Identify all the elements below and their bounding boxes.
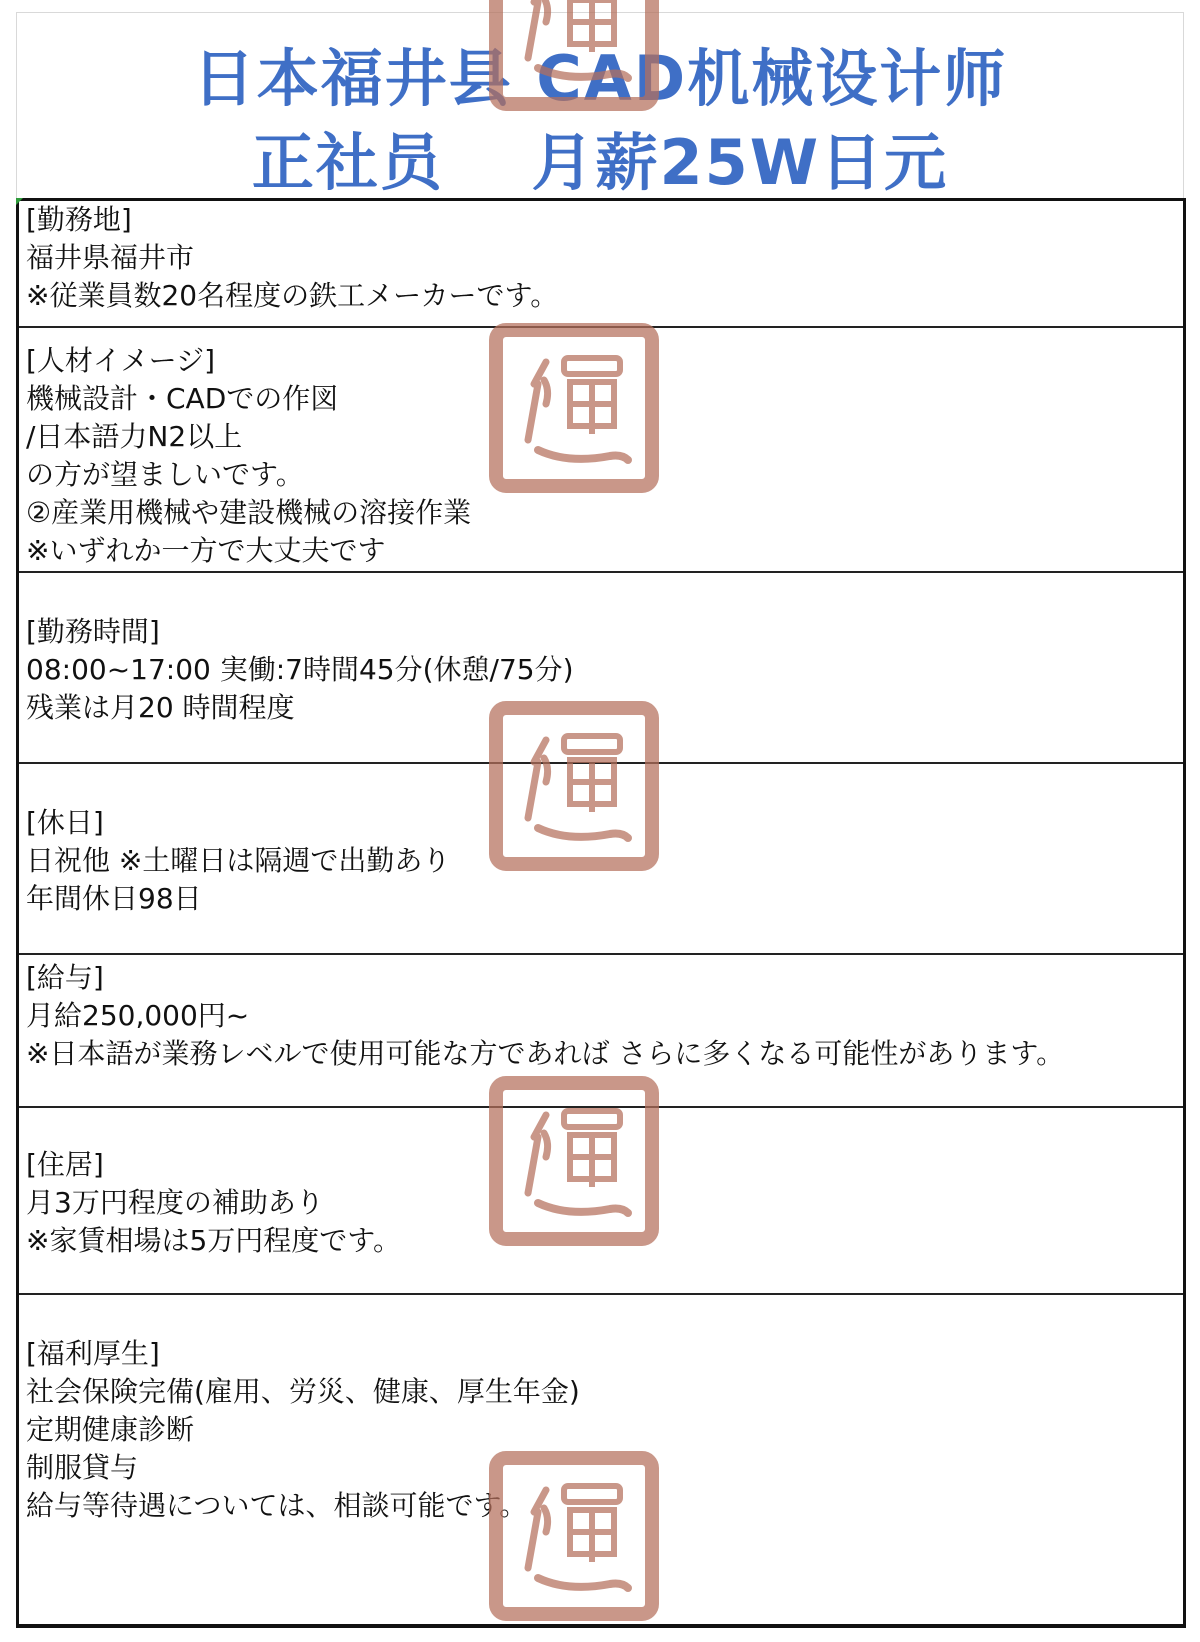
section-line: 08:00~17:00 実働:7時間45分(休憩/75分): [26, 653, 574, 686]
section-salary: [19, 955, 1183, 1108]
section-heading: [勤務地]: [26, 203, 132, 236]
section-line: の方が望ましいです。: [26, 458, 304, 491]
section-heading: [福利厚生]: [26, 1337, 160, 1370]
section-line: 機械設計・CADでの作図: [26, 382, 339, 415]
section-line: ※従業員数20名程度の鉄工メーカーです。: [26, 279, 559, 312]
section-line: 福井県福井市: [26, 241, 195, 274]
section-line: 日祝他 ※土曜日は隔週で出勤あり: [26, 844, 451, 877]
section-line: 月給250,000円~: [26, 999, 250, 1032]
section-line: ※家賃相場は5万円程度です。: [26, 1224, 402, 1257]
title-line-2: 正社员 月薪25W日元: [251, 126, 949, 199]
section-line: ※いずれか一方で大丈夫です: [26, 534, 386, 567]
section-working-hours: [19, 573, 1183, 764]
section-line: ②産業用機械や建設機械の溶接作業: [26, 496, 472, 529]
section-heading: [休日]: [26, 806, 104, 839]
section-work-location: [19, 201, 1183, 328]
section-heading: [勤務時間]: [26, 615, 160, 648]
section-line: 社会保険完備(雇用、労災、健康、厚生年金): [26, 1375, 580, 1408]
section-line: ※日本語が業務レベルで使用可能な方であれば さらに多くなる可能性があります。: [26, 1037, 1065, 1070]
job-details-table: [16, 198, 1186, 1628]
section-heading: [人材イメージ]: [26, 344, 216, 377]
section-candidate-profile: [19, 328, 1183, 573]
cell-corner-marker: [16, 198, 23, 205]
section-line: 制服貸与: [26, 1451, 139, 1484]
section-line: 年間休日98日: [26, 882, 202, 915]
section-line: 給与等待遇については、相談可能です。: [26, 1489, 528, 1522]
section-line: 残業は月20 時間程度: [26, 691, 295, 724]
section-line: /日本語力N2以上: [26, 420, 243, 453]
section-line: 定期健康診断: [26, 1413, 195, 1446]
title-line-1: 日本福井县 CAD机械设计师: [192, 42, 1008, 115]
section-holidays: [19, 764, 1183, 955]
section-housing: [19, 1108, 1183, 1295]
section-benefits: [19, 1295, 1183, 1624]
section-heading: [給与]: [26, 961, 104, 994]
section-line: 月3万円程度の補助あり: [26, 1186, 324, 1219]
title-header: [16, 12, 1184, 198]
section-heading: [住居]: [26, 1148, 104, 1181]
